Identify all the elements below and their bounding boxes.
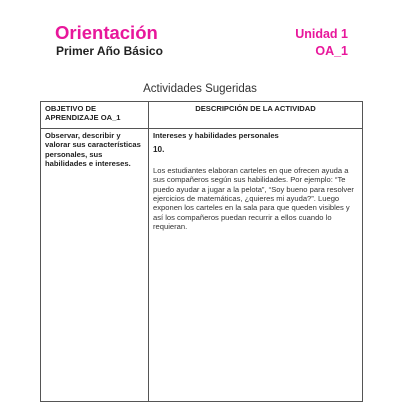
- description-column-header: DESCRIPCIÓN DE LA ACTIVIDAD: [149, 102, 363, 129]
- table-row: [41, 129, 363, 402]
- objective-column-header: OBJETIVO DE APRENDIZAJE OA_1: [41, 102, 149, 129]
- subject-title: Orientación: [55, 22, 158, 43]
- section-heading: Actividades Sugeridas: [143, 83, 257, 95]
- table-header-row: [41, 102, 363, 129]
- activity-number: 10.: [153, 145, 165, 155]
- activity-description: Los estudiantes elaboran carteles en que ofrecen ayuda a sus compañeros según sus habilidades. Por ejemplo: “Te puedo ayudar a jugar a la pelota”, “Soy bueno para resolver ejercicios de matemáticas, ¿quieres mi ayuda?”. Luego exponen los carteles en la sala para que queden visibles y así los compañeros puedan recurrir a ellos cuando lo requieran.: [153, 165, 354, 232]
- objective-cell: [41, 129, 149, 402]
- unit-label: Unidad 1: [295, 27, 348, 41]
- grade-label: Primer Año Básico: [56, 44, 163, 58]
- activities-table: [40, 101, 363, 402]
- objective-code-label: OA_1: [315, 44, 348, 58]
- activity-topic: Intereses y habilidades personales: [153, 131, 279, 140]
- description-cell: [149, 129, 363, 402]
- objective-text: Observar, describir y valorar sus características personales, sus habilidades e intereses.: [45, 131, 141, 169]
